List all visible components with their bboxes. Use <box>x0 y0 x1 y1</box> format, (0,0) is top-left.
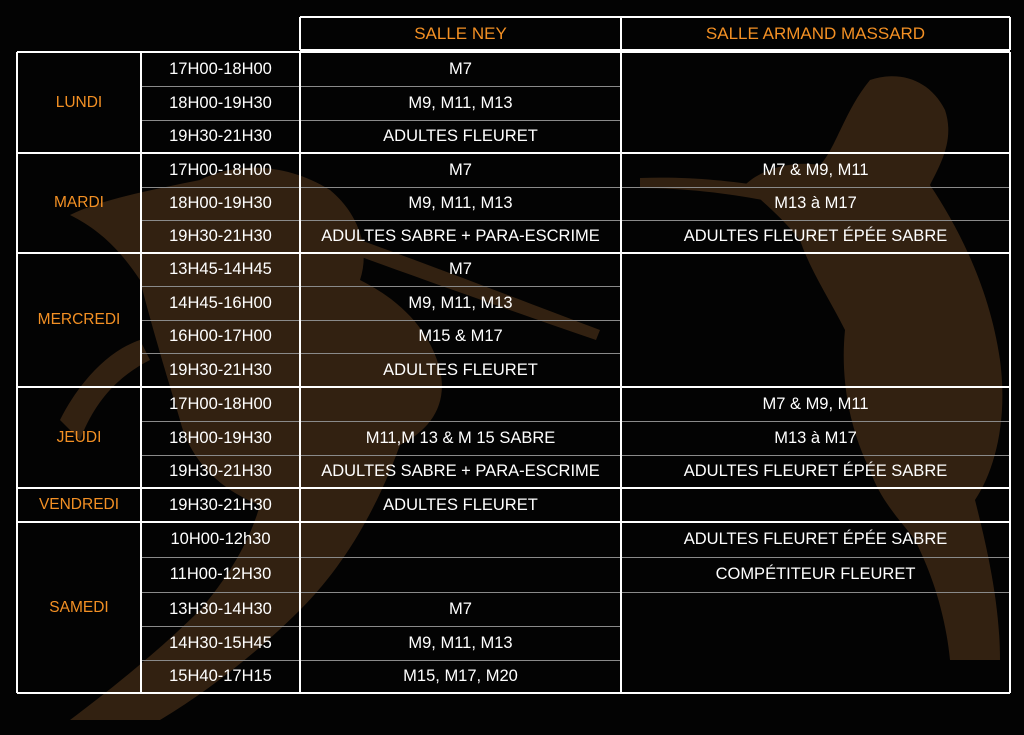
time-slot: 19H30-21H30 <box>169 127 272 145</box>
grid-line <box>140 52 142 693</box>
salle-ney-class: ADULTES SABRE + PARA-ESCRIME <box>321 227 600 245</box>
grid-line <box>621 421 1010 422</box>
salle-massard-class: M13 à M17 <box>774 428 857 447</box>
day-label: VENDREDI <box>38 496 120 513</box>
day-label: JEUDI <box>56 428 102 446</box>
grid-line <box>141 421 621 422</box>
grid-line <box>17 487 1010 489</box>
salle-ney-class: M7 <box>449 160 472 179</box>
time-slot: 11H00-12H30 <box>169 565 272 583</box>
salle-ney-class: M7 <box>449 260 472 278</box>
salle-ney-class: M15 & M17 <box>418 327 503 345</box>
salle-ney-class: M9, M11, M13 <box>408 194 513 212</box>
grid-line <box>17 252 1010 254</box>
grid-line <box>621 187 1010 188</box>
salle-ney-class: M9, M11, M13 <box>408 293 513 312</box>
time-slot: 14H30-15H45 <box>169 633 272 652</box>
salle-ney-class: ADULTES FLEURET <box>383 127 538 145</box>
salle-massard-class: M13 à M17 <box>774 194 857 212</box>
time-slot: 19H30-21H30 <box>169 360 272 379</box>
time-slot: 17H00-18H00 <box>169 160 272 179</box>
grid-line <box>141 455 621 456</box>
grid-line <box>1009 52 1011 693</box>
salle-massard-class: COMPÉTITEUR FLEURET <box>715 565 916 583</box>
grid-line <box>299 52 301 693</box>
time-slot: 17H00-18H00 <box>169 394 272 413</box>
time-slot: 18H00-19H30 <box>169 194 272 212</box>
grid-line <box>299 17 301 50</box>
header-salle-armand-massard: SALLE ARMAND MASSARD <box>705 23 926 43</box>
salle-ney-class <box>300 387 621 421</box>
salle-ney-class: M7 <box>449 59 472 78</box>
time-slot: 19H30-21H30 <box>169 495 272 514</box>
salle-massard-class: M7 & M9, M11 <box>762 394 869 413</box>
grid-line <box>141 353 621 354</box>
time-slot: 19H30-21H30 <box>169 462 272 480</box>
salle-massard-class: ADULTES FLEURET ÉPÉE SABRE <box>683 227 948 245</box>
salle-massard-class: ADULTES FLEURET ÉPÉE SABRE <box>683 530 948 548</box>
time-slot: 13H45-14H45 <box>169 260 272 278</box>
grid-line <box>300 16 1010 18</box>
grid-line <box>141 187 621 188</box>
salle-massard-class: ADULTES FLEURET ÉPÉE SABRE <box>683 462 948 480</box>
grid-line <box>141 120 621 121</box>
grid-line <box>621 592 1010 593</box>
salle-massard-class: M7 & M9, M11 <box>762 160 869 179</box>
grid-line <box>16 52 18 693</box>
time-slot: 15H40-17H15 <box>169 667 272 685</box>
grid-line <box>17 692 1010 694</box>
time-slot: 18H00-19H30 <box>169 93 272 112</box>
grid-line <box>17 521 1010 523</box>
time-slot: 13H30-14H30 <box>169 599 272 618</box>
salle-ney-class: ADULTES SABRE + PARA-ESCRIME <box>321 462 600 480</box>
salle-ney-class: ADULTES FLEURET <box>383 360 538 379</box>
grid-line <box>141 660 621 661</box>
grid-line <box>621 455 1010 456</box>
grid-line <box>1009 17 1011 50</box>
time-slot: 14H45-16H00 <box>169 293 272 312</box>
grid-line <box>141 557 621 558</box>
grid-line <box>620 52 622 693</box>
grid-line <box>141 592 621 593</box>
salle-ney-class: M9, M11, M13 <box>408 93 513 112</box>
day-label: LUNDI <box>55 93 103 111</box>
salle-ney-class: ADULTES FLEURET <box>383 495 538 514</box>
salle-ney-class: M9, M11, M13 <box>408 633 513 652</box>
day-label: SAMEDI <box>49 598 109 616</box>
time-slot: 16H00-17H00 <box>169 327 272 345</box>
day-label: MERCREDI <box>37 311 121 328</box>
salle-ney-class <box>300 557 621 592</box>
grid-line <box>141 220 621 221</box>
grid-line <box>141 626 621 627</box>
time-slot: 18H00-19H30 <box>169 428 272 447</box>
grid-line <box>621 557 1010 558</box>
grid-line <box>620 17 622 50</box>
day-label: MARDI <box>54 194 104 211</box>
salle-ney-class <box>300 522 621 557</box>
time-slot: 10H00-12h30 <box>170 530 271 548</box>
time-slot: 19H30-21H30 <box>169 227 272 245</box>
grid-line <box>621 220 1010 221</box>
grid-line <box>141 86 621 87</box>
grid-line <box>141 320 621 321</box>
salle-ney-class: M15, M17, M20 <box>403 667 518 685</box>
header-salle-ney: SALLE NEY <box>414 23 507 43</box>
salle-ney-class: M11,M 13 & M 15 SABRE <box>365 428 556 447</box>
grid-line <box>141 286 621 287</box>
salle-ney-class: M7 <box>449 599 472 618</box>
grid-line <box>17 51 1010 53</box>
grid-line <box>17 152 1010 154</box>
grid-line <box>17 386 1010 388</box>
time-slot: 17H00-18H00 <box>169 59 272 78</box>
